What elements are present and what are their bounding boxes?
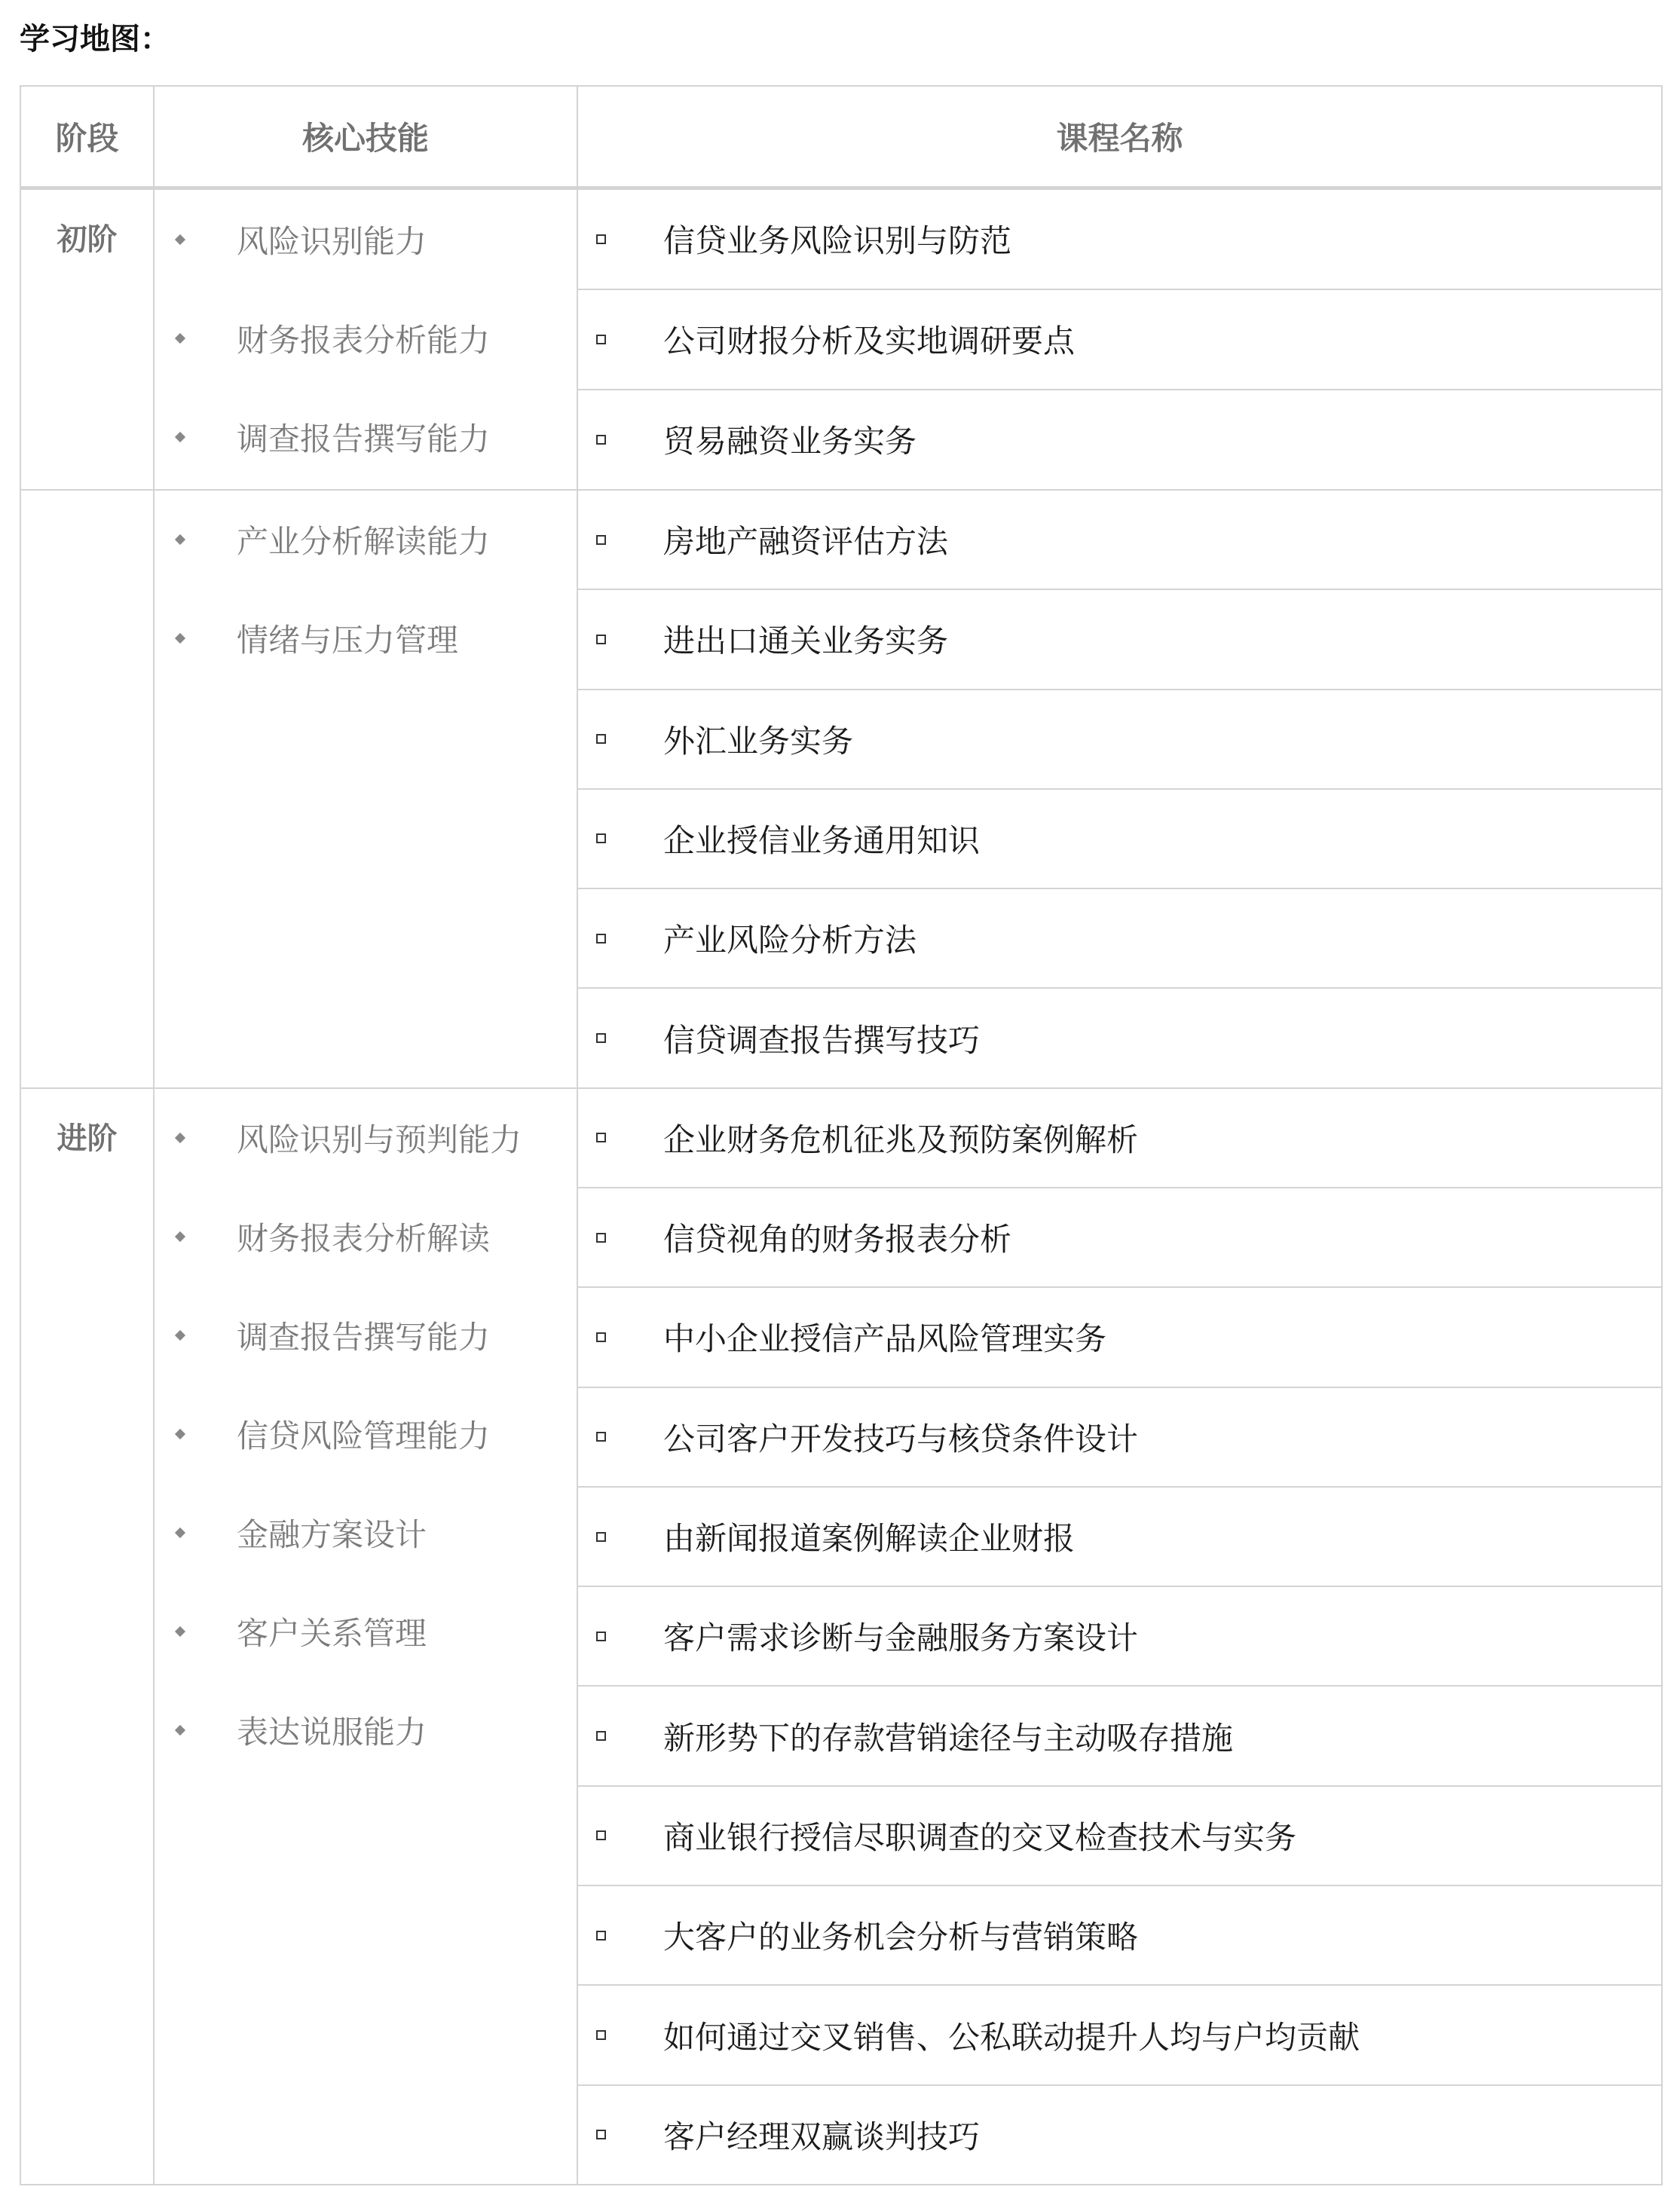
square-bullet-icon	[596, 734, 606, 744]
square-bullet-icon	[596, 1931, 606, 1940]
skill-item	[155, 190, 577, 289]
course-item	[578, 2013, 1661, 2058]
course-item	[578, 1514, 1661, 1559]
course-item	[578, 1813, 1661, 1858]
skill-label: 风险识别能力	[237, 222, 427, 260]
course-cell	[577, 690, 1662, 789]
course-label: 信贷业务风险识别与防范	[663, 222, 1012, 260]
skill-label: 情绪与压力管理	[237, 622, 459, 659]
square-bullet-icon	[596, 435, 606, 445]
square-bullet-icon	[596, 1632, 606, 1641]
skill-label: 财务报表分析能力	[237, 321, 491, 359]
table-body	[20, 188, 1662, 2185]
course-label: 如何通过交叉销售、公私联动提升人均与户均贡献	[663, 2018, 1360, 2056]
header-stage: 阶段	[20, 86, 154, 188]
diamond-bullet-icon	[175, 234, 185, 244]
stage-cell	[20, 188, 154, 490]
course-cell	[577, 1387, 1662, 1487]
course-item	[578, 1613, 1661, 1659]
skill-label: 调查报告撰写能力	[237, 420, 491, 457]
diamond-bullet-icon	[175, 633, 185, 644]
page-title: 学习地图：	[20, 22, 170, 57]
course-label: 公司客户开发技巧与核贷条件设计	[663, 1420, 1139, 1457]
diamond-bullet-icon	[175, 431, 185, 442]
course-item	[578, 1215, 1661, 1260]
course-label: 新形势下的存款营销途径与主动吸存措施	[663, 1719, 1234, 1757]
course-item	[578, 916, 1661, 961]
course-item	[578, 1016, 1661, 1061]
course-cell	[577, 289, 1662, 390]
header-courses: 课程名称	[577, 86, 1662, 188]
square-bullet-icon	[596, 335, 606, 344]
skill-label: 风险识别与预判能力	[237, 1121, 522, 1159]
square-bullet-icon	[596, 1731, 606, 1741]
square-bullet-icon	[596, 2030, 606, 2040]
course-label: 中小企业授信产品风险管理实务	[663, 1320, 1107, 1358]
diamond-bullet-icon	[175, 1429, 185, 1439]
course-item	[578, 2112, 1661, 2158]
course-item	[578, 1115, 1661, 1161]
course-cell	[577, 589, 1662, 689]
course-label: 信贷调查报告撰写技巧	[663, 1021, 981, 1059]
square-bullet-icon	[596, 934, 606, 943]
course-label: 由新闻报道案例解读企业财报	[663, 1520, 1076, 1558]
course-cell	[577, 490, 1662, 589]
course-label: 外汇业务实务	[663, 722, 854, 760]
square-bullet-icon	[596, 1830, 606, 1840]
skill-list	[155, 1089, 577, 1780]
course-label: 企业授信业务通用知识	[663, 821, 981, 859]
course-item	[578, 816, 1661, 861]
skill-item	[155, 1286, 577, 1385]
diamond-bullet-icon	[175, 1231, 185, 1242]
skill-item	[155, 1188, 577, 1286]
course-item	[578, 1714, 1661, 1759]
course-label: 信贷视角的财务报表分析	[663, 1221, 1012, 1258]
course-cell	[577, 888, 1662, 988]
square-bullet-icon	[596, 2130, 606, 2139]
skill-label: 信贷风险管理能力	[237, 1418, 491, 1455]
course-cell	[577, 1188, 1662, 1287]
skill-label: 调查报告撰写能力	[237, 1319, 491, 1356]
course-label: 房地产融资评估方法	[663, 523, 949, 561]
square-bullet-icon	[596, 1432, 606, 1442]
square-bullet-icon	[596, 635, 606, 644]
course-item	[578, 1414, 1661, 1460]
course-cell	[577, 789, 1662, 888]
course-label: 商业银行授信尽职调查的交叉检查技术与实务	[663, 1818, 1297, 1856]
skill-list	[155, 491, 577, 688]
course-label: 产业风险分析方法	[663, 922, 917, 959]
skill-label: 财务报表分析解读	[237, 1220, 491, 1258]
course-item	[578, 717, 1661, 762]
course-label: 贸易融资业务实务	[663, 423, 917, 460]
square-bullet-icon	[596, 535, 606, 545]
course-cell	[577, 1088, 1662, 1188]
course-cell	[577, 1487, 1662, 1586]
course-label: 公司财报分析及实地调研要点	[663, 323, 1076, 360]
course-item	[578, 616, 1661, 662]
table-row	[20, 1088, 1662, 1188]
square-bullet-icon	[596, 833, 606, 843]
course-label: 进出口通关业务实务	[663, 622, 949, 660]
course-cell	[577, 390, 1662, 490]
table-row	[20, 490, 1662, 589]
course-cell	[577, 988, 1662, 1087]
skill-label: 客户关系管理	[237, 1615, 427, 1653]
square-bullet-icon	[596, 1332, 606, 1342]
stage-label: 进阶	[57, 1121, 118, 1156]
skill-label: 产业分析解读能力	[237, 523, 491, 561]
skills-cell	[154, 490, 577, 1088]
skill-item	[155, 1089, 577, 1188]
table-row	[20, 188, 1662, 289]
stage-label: 初阶	[57, 222, 118, 257]
diamond-bullet-icon	[175, 1528, 185, 1538]
course-cell	[577, 188, 1662, 289]
skill-label: 金融方案设计	[237, 1516, 427, 1554]
course-cell	[577, 1985, 1662, 2084]
course-item	[578, 1314, 1661, 1359]
skill-label: 表达说服能力	[237, 1714, 427, 1751]
diamond-bullet-icon	[175, 332, 185, 343]
skill-item	[155, 387, 577, 486]
course-cell	[577, 1885, 1662, 1985]
stage-cell	[20, 490, 154, 1088]
skills-cell	[154, 1088, 577, 2185]
skill-list	[155, 190, 577, 486]
skills-cell	[154, 188, 577, 490]
skill-item	[155, 289, 577, 387]
learning-map-table	[20, 85, 1663, 2185]
diamond-bullet-icon	[175, 534, 185, 545]
diamond-bullet-icon	[175, 1330, 185, 1341]
header-skills: 核心技能	[154, 86, 577, 188]
stage-cell	[20, 1088, 154, 2185]
course-item	[578, 317, 1661, 362]
skill-item	[155, 1681, 577, 1780]
course-label: 大客户的业务机会分析与营销策略	[663, 1919, 1139, 1956]
course-cell	[577, 2085, 1662, 2185]
course-cell	[577, 1786, 1662, 1885]
course-item	[578, 216, 1661, 261]
square-bullet-icon	[596, 234, 606, 244]
skill-item	[155, 1385, 577, 1484]
course-item	[578, 517, 1661, 562]
course-label: 客户需求诊断与金融服务方案设计	[663, 1619, 1139, 1657]
square-bullet-icon	[596, 1532, 606, 1542]
skill-item	[155, 1583, 577, 1681]
course-item	[578, 417, 1661, 462]
square-bullet-icon	[596, 1133, 606, 1142]
skill-item	[155, 589, 577, 688]
course-cell	[577, 1586, 1662, 1686]
course-label: 企业财务危机征兆及预防案例解析	[663, 1121, 1139, 1158]
skill-item	[155, 1484, 577, 1583]
diamond-bullet-icon	[175, 1626, 185, 1637]
square-bullet-icon	[596, 1233, 606, 1243]
diamond-bullet-icon	[175, 1133, 185, 1143]
course-item	[578, 1913, 1661, 1958]
diamond-bullet-icon	[175, 1725, 185, 1736]
course-cell	[577, 1686, 1662, 1785]
square-bullet-icon	[596, 1033, 606, 1043]
course-label: 客户经理双赢谈判技巧	[663, 2118, 981, 2155]
course-cell	[577, 1287, 1662, 1387]
skill-item	[155, 491, 577, 589]
table-header-row	[20, 86, 1662, 188]
